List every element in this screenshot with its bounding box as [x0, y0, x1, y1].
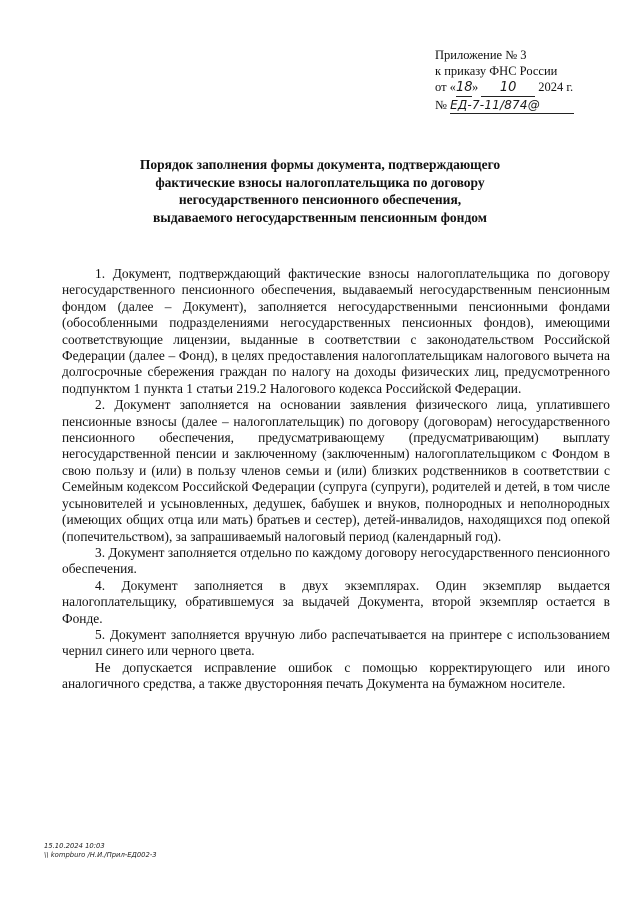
title-line-3: негосударственного пенсионного обеспечения, — [178, 192, 462, 207]
footer-timestamp: 15.10.2024 10:03 — [44, 842, 105, 850]
handwritten-order-number: ЕД-7-11/874@ — [450, 97, 574, 114]
date-prefix: от « — [435, 80, 456, 94]
paragraph-4: 4. Документ заполняется в двух экземплярах. Один экземпляр выдается налогоплательщику, обратившемуся за выдачей Документа, второй экземпляр остается в Фонде. — [62, 577, 610, 626]
date-mid: » — [471, 80, 479, 94]
paragraph-3: 3. Документ заполняется отдельно по каждому договору негосударственного пенсионного обеспечения. — [62, 544, 610, 577]
appendix-header — [435, 47, 635, 114]
appendix-number-row — [435, 97, 635, 114]
handwritten-month: 10 — [481, 80, 535, 97]
paragraph-1: 1. Документ, подтверждающий фактические взносы налогоплательщика по договору негосударственного пенсионного обеспечения, выдаваемый негосударственным пенсионным фондом (далее – Документ), заполняется негосударственными пенсионными фондами (обособленными подразделениями негосударственных пенсионных фондов), имеющими соответствующие лицензии, выданные в соответствии с законодательством Российской Федерации (далее – Фонд), в целях предоставления налогоплательщикам налогового вычета на долгосрочные сбережения граждан по налогу на доходы физических лиц, предусмотренного подпунктом 1 пункта 1 статьи 219.2 Налогового кодекса Российской Федерации. — [62, 266, 610, 396]
paragraph-2: 2. Документ заполняется на основании заявления физического лица, уплатившего пенсионные взносы (далее – налогоплательщик) по договору (договорам) негосударственного пенсионного обеспечения, предусматривающему (предусматривающим) выплату негосударственной пенсии и заключенному (заключенным) налогоплательщиком с Фондом в свою пользу и (или) в пользу членов семьи и (или) близких родственников в соответствии с Семейным кодексом Российской Федерации (супруга (супруги), родителей и детей, в том числе усыновителей и усыновленных, дедушек, бабушек и внуков, полнородных и неполнородных (имеющих общих отца или мать) братьев и сестер), детей-инвалидов, находящихся под опекой (попечительством), за запрашиваемый налоговый период (календарный год). — [62, 397, 610, 544]
date-year: 2024 г. — [538, 80, 574, 94]
document-body — [62, 266, 610, 693]
number-prefix: № — [435, 98, 447, 112]
paragraph-5: 5. Документ заполняется вручную либо распечатывается на принтере с использованием чернил синего или черного цвета. — [62, 626, 610, 659]
title-line-4: выдаваемого негосударственным пенсионным фондом — [153, 209, 487, 225]
appendix-date-row — [435, 79, 635, 97]
appendix-line-1: Приложение № 3 — [435, 48, 527, 62]
title-line-2: фактические взносы налогоплательщика по договору — [155, 174, 485, 190]
paragraph-6: Не допускается исправление ошибок с помощью корректирующего или иного аналогичного средства, а также двусторонняя печать Документа на бумажном носителе. — [62, 659, 610, 692]
document-title — [80, 156, 560, 226]
title-line-1: Порядок заполнения формы документа, подтверждающего — [139, 157, 501, 172]
footer-file-path: \\ kompburo /Н.И./Прил-ЕД002-3 — [44, 851, 157, 859]
appendix-line-2: к приказу ФНС России — [435, 64, 558, 78]
print-footer — [44, 842, 157, 860]
handwritten-day: 18 — [455, 80, 473, 95]
